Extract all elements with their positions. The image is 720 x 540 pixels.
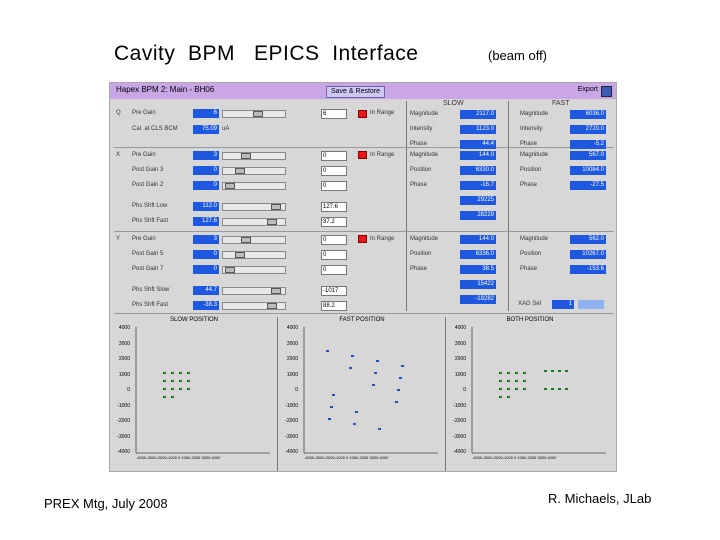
divider — [114, 313, 614, 314]
plot-point — [372, 384, 375, 386]
plot-point — [187, 372, 190, 374]
y-row-entry[interactable]: 88.2 — [321, 301, 347, 311]
plot-point — [523, 372, 526, 374]
plot-point — [507, 372, 510, 374]
y-row-label: Post Gain 5 — [132, 251, 164, 257]
y-tick-label: -1000 — [453, 402, 466, 409]
x-in-range-indicator — [358, 151, 367, 159]
x-row-slider[interactable] — [222, 152, 286, 160]
y-tick-label: 4000 — [286, 325, 298, 331]
fast-header: FAST — [552, 100, 570, 107]
plot-canvas — [282, 317, 442, 471]
x-slow-label: Position — [410, 167, 432, 173]
ag-select-label: XAG Sel — [518, 301, 542, 307]
plot-point — [326, 350, 329, 352]
x-slow-value: 6330.0 — [460, 166, 496, 175]
y-tick-label: 1000 — [118, 371, 130, 378]
q-fast-value: -5.2 — [570, 140, 606, 149]
position-plots — [110, 317, 617, 471]
y-fast-label: Position — [520, 251, 542, 257]
y-slow-value: -18282 — [460, 295, 496, 304]
x-marker: X — [116, 152, 121, 158]
q-slow-label: Phase — [410, 141, 428, 147]
export-toggle[interactable] — [601, 86, 612, 97]
y-slow-label: Position — [410, 251, 432, 257]
x-row-value: 0 — [193, 166, 219, 175]
epics-window — [109, 82, 617, 472]
divider — [114, 147, 614, 148]
plot-point — [187, 388, 190, 390]
slider-knob[interactable] — [253, 111, 263, 117]
footer-right: R. Michaels, JLab — [548, 491, 652, 506]
slide-title: Cavity BPM EPICS Interface — [114, 42, 419, 65]
y-tick-label: 1000 — [286, 371, 298, 378]
plot-point — [395, 401, 398, 403]
x-row-value: 3 — [193, 151, 219, 160]
x-fast-value: 10084.0 — [570, 166, 606, 175]
x-slow-label: Phase — [410, 182, 428, 188]
y-tick-label: -2000 — [453, 418, 466, 424]
y-row-slider[interactable] — [222, 266, 286, 274]
plot-point — [523, 388, 526, 390]
slide-subtitle: (beam off) — [488, 48, 548, 63]
x-tick-labels: -4000-3000-2000-1000 0 1000 2000 3000 4000 — [304, 455, 389, 460]
x-row-entry[interactable]: 0 — [321, 151, 347, 161]
plot-point — [187, 380, 190, 382]
slider-knob[interactable] — [267, 219, 277, 225]
q-slow-value: 2117.0 — [460, 110, 496, 119]
q-in-range-label: In Range — [370, 110, 395, 116]
x-slow-label: Magnitude — [410, 152, 439, 158]
y-tick-label: 2000 — [118, 356, 130, 362]
plot-point — [353, 423, 356, 425]
slider-knob[interactable] — [225, 183, 235, 189]
ag-select-value[interactable]: 1 — [552, 300, 574, 309]
plot-point — [163, 396, 166, 398]
plot-point — [171, 388, 174, 390]
slider-knob[interactable] — [271, 288, 281, 294]
plot-point — [499, 396, 502, 398]
plot-point — [351, 355, 354, 357]
x-row-entry[interactable]: 0 — [321, 166, 347, 176]
y-slow-value: 38.5 — [460, 265, 496, 274]
x-row-slider[interactable] — [222, 182, 286, 190]
y-row-label: Phs Shft Slow — [132, 287, 170, 293]
y-marker: Y — [116, 236, 121, 242]
x-slow-value: 144.0 — [460, 151, 496, 160]
y-fast-value: 10267.0 — [570, 250, 606, 259]
y-tick-label: -3000 — [117, 433, 130, 440]
plot-point — [565, 370, 568, 372]
y-row-value: 3 — [193, 235, 219, 244]
y-row-label: Pre Gain — [132, 236, 156, 242]
x-row-label: Phs Shft Fast — [132, 218, 169, 224]
q-fast-label: Magnitude — [520, 111, 549, 117]
y-tick-label: 3000 — [286, 340, 298, 347]
plot-point — [515, 388, 518, 390]
plot-point — [565, 388, 568, 390]
save-restore-button[interactable]: Save & Restore — [326, 86, 385, 98]
plot-point — [378, 428, 381, 430]
y-row-value: 0 — [193, 250, 219, 259]
y-fast-label: Magnitude — [520, 236, 549, 242]
x-tick-labels: -4000-3000-2000-1000 0 1000 2000 3000 4000 — [136, 455, 221, 460]
x-slow-value: 29225 — [460, 196, 496, 205]
position-plot — [114, 317, 274, 471]
y-tick-label: -3000 — [453, 433, 466, 440]
q-pre-gain-value: 6 — [193, 109, 219, 118]
x-row-slider[interactable] — [222, 203, 286, 211]
plot-title: FAST POSITION — [339, 317, 385, 323]
slider-knob[interactable] — [241, 237, 251, 243]
plot-point — [499, 388, 502, 390]
y-row-value: 44.7 — [193, 286, 219, 295]
y-in-range-indicator — [358, 235, 367, 243]
q-fast-value: 6036.0 — [570, 110, 606, 119]
slider-knob[interactable] — [271, 204, 281, 210]
slider-knob[interactable] — [235, 168, 245, 174]
y-slow-value: 6336.0 — [460, 250, 496, 259]
y-row-entry[interactable]: -1017 — [321, 286, 347, 296]
slow-header: SLOW — [443, 100, 464, 107]
x-fast-label: Phase — [520, 182, 538, 188]
divider — [406, 101, 407, 311]
q-slow-value: 44.4 — [460, 140, 496, 149]
y-row-value: -38.3 — [193, 301, 219, 310]
q-in-range-indicator — [358, 110, 367, 118]
y-tick-label: 4000 — [454, 325, 466, 331]
x-row-value: 127.6 — [193, 217, 219, 226]
plot-point — [349, 367, 352, 369]
y-tick-label: 2000 — [286, 356, 298, 362]
plot-point — [179, 372, 182, 374]
plot-point — [330, 406, 333, 408]
y-tick-label: 0 — [295, 387, 298, 393]
slider-knob[interactable] — [225, 267, 235, 273]
plot-point — [179, 388, 182, 390]
y-row-entry[interactable]: 0 — [321, 265, 347, 275]
plot-point — [328, 418, 331, 420]
export-label: Export — [577, 86, 598, 93]
y-slow-value: 144.0 — [460, 235, 496, 244]
y-row-slider[interactable] — [222, 251, 286, 259]
plot-point — [499, 372, 502, 374]
y-tick-label: 0 — [463, 387, 466, 393]
y-row-label: Post Gain 7 — [132, 266, 164, 272]
x-row-value: 0 — [193, 181, 219, 190]
plot-point — [163, 380, 166, 382]
y-tick-label: -1000 — [285, 402, 298, 409]
y-fast-label: Phase — [520, 266, 538, 272]
y-fast-value: 562.0 — [570, 235, 606, 244]
plot-point — [374, 372, 377, 374]
slider-knob[interactable] — [235, 252, 245, 258]
plot-point — [558, 370, 561, 372]
slider-knob[interactable] — [241, 153, 251, 159]
plot-point — [171, 380, 174, 382]
plot-point — [376, 360, 379, 362]
q-pre-gain-label: Pre Gain — [132, 110, 156, 116]
x-row-value: 112.0 — [193, 202, 219, 211]
plot-point — [507, 396, 510, 398]
plot-point — [544, 370, 547, 372]
y-row-label: Phs Shft Fast — [132, 302, 169, 308]
y-tick-label: -4000 — [117, 449, 130, 455]
x-tick-labels: -4000-3000-2000-1000 0 1000 2000 3000 4000 — [472, 455, 557, 460]
plot-point — [163, 388, 166, 390]
q-fast-value: 2720.0 — [570, 125, 606, 134]
ag-select-entry[interactable] — [578, 300, 604, 309]
q-pre-gain-entry[interactable]: 6 — [321, 109, 347, 119]
q-fast-label: Phase — [520, 141, 538, 147]
x-slow-value: -16.7 — [460, 181, 496, 190]
y-tick-label: 4000 — [118, 325, 130, 331]
window-title: Hapex BPM 2: Main - BH06 — [116, 85, 215, 94]
x-row-label: Phs Shft Low — [132, 203, 168, 209]
y-slow-label: Magnitude — [410, 236, 439, 242]
q-fast-label: Intensity — [520, 126, 543, 132]
q-cal-unit: uA — [222, 126, 230, 132]
plot-point — [515, 372, 518, 374]
x-row-label: Pre Gain — [132, 152, 156, 158]
y-tick-label: -1000 — [117, 402, 130, 409]
x-row-label: Post Gain 2 — [132, 182, 164, 188]
x-fast-value: -27.5 — [570, 181, 606, 190]
plot-point — [507, 388, 510, 390]
plot-point — [179, 380, 182, 382]
y-tick-label: -4000 — [285, 449, 298, 455]
y-tick-label: -2000 — [117, 418, 130, 424]
plot-point — [397, 389, 400, 391]
x-slow-value: 28229 — [460, 211, 496, 220]
plot-point — [332, 394, 335, 396]
y-tick-label: 3000 — [118, 340, 130, 347]
y-tick-label: 1000 — [454, 371, 466, 378]
y-slow-value: 15422 — [460, 280, 496, 289]
x-fast-label: Position — [520, 167, 542, 173]
plot-title: SLOW POSITION — [169, 317, 218, 323]
position-plot — [450, 317, 610, 471]
y-slow-label: Phase — [410, 266, 428, 272]
q-slow-label: Magnitude — [410, 111, 439, 117]
q-pre-gain-slider[interactable] — [222, 110, 286, 118]
x-row-label: Post Gain 3 — [132, 167, 164, 173]
y-tick-label: -4000 — [453, 449, 466, 455]
y-tick-label: -2000 — [285, 418, 298, 424]
plot-point — [355, 411, 358, 413]
x-row-slider[interactable] — [222, 218, 286, 226]
plot-point — [558, 388, 561, 390]
plot-point — [401, 365, 404, 367]
x-row-entry[interactable]: 0 — [321, 181, 347, 191]
plot-point — [551, 388, 554, 390]
plot-canvas — [114, 317, 274, 471]
x-in-range-label: In Range — [370, 152, 395, 158]
x-row-entry[interactable]: 37.2 — [321, 217, 347, 227]
y-tick-label: 0 — [127, 387, 130, 393]
q-slow-value: 1123.0 — [460, 125, 496, 134]
plot-point — [163, 372, 166, 374]
plot-point — [515, 380, 518, 382]
plot-point — [551, 370, 554, 372]
slider-knob[interactable] — [267, 303, 277, 309]
window-titlebar — [110, 83, 616, 99]
divider — [114, 231, 614, 232]
q-cal-label: Cal. at CLS BCM — [132, 126, 178, 132]
q-slow-label: Intensity — [410, 126, 433, 132]
plot-canvas — [450, 317, 610, 471]
y-row-slider[interactable] — [222, 287, 286, 295]
divider — [508, 101, 509, 311]
y-row-slider[interactable] — [222, 302, 286, 310]
q-cal-value: 75.09 — [193, 125, 219, 134]
footer-left: PREX Mtg, July 2008 — [44, 496, 168, 511]
position-plot — [282, 317, 442, 471]
y-row-value: 0 — [193, 265, 219, 274]
plot-point — [399, 377, 402, 379]
y-row-slider[interactable] — [222, 236, 286, 244]
y-fast-value: -153.6 — [570, 265, 606, 274]
plot-title: BOTH POSITION — [506, 317, 554, 323]
y-in-range-label: In Range — [370, 236, 395, 242]
q-marker: Q — [116, 110, 121, 116]
y-tick-label: -3000 — [285, 433, 298, 440]
y-tick-label: 3000 — [454, 340, 466, 347]
plot-point — [171, 396, 174, 398]
x-fast-label: Magnitude — [520, 152, 549, 158]
x-row-entry[interactable]: 127.6 — [321, 202, 347, 212]
y-tick-label: 2000 — [454, 356, 466, 362]
plot-point — [523, 380, 526, 382]
y-row-entry[interactable]: 0 — [321, 250, 347, 260]
plot-point — [171, 372, 174, 374]
plot-point — [544, 388, 547, 390]
x-row-slider[interactable] — [222, 167, 286, 175]
plot-point — [499, 380, 502, 382]
y-row-entry[interactable]: 0 — [321, 235, 347, 245]
x-fast-value: 567.0 — [570, 151, 606, 160]
plot-point — [507, 380, 510, 382]
